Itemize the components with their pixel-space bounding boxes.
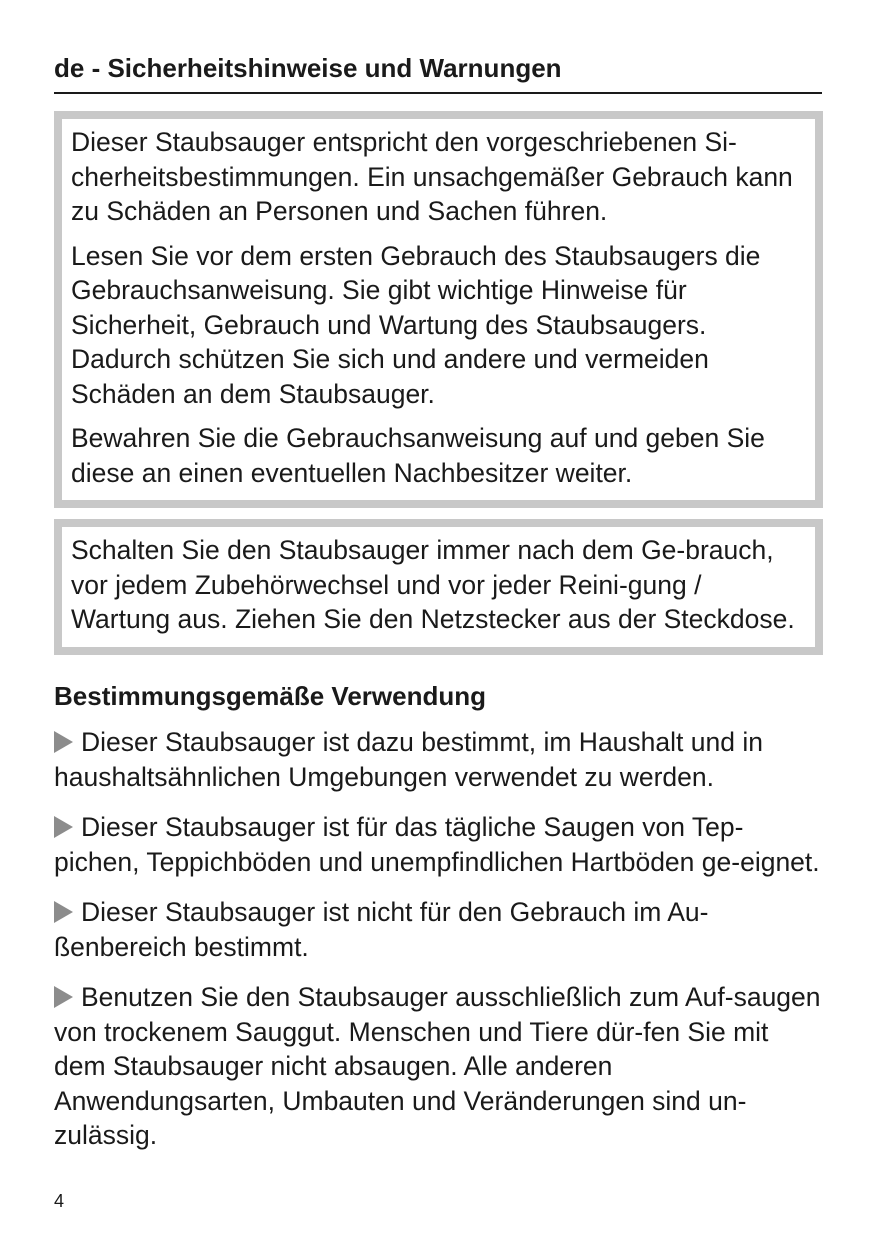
list-item-text: Dieser Staubsauger ist dazu bestimmt, im Haushalt und in haushaltsähnlichen Umgebungen verwendet zu werden. (54, 727, 763, 792)
usage-list (54, 725, 824, 1169)
warning-boxes (54, 111, 823, 655)
power-off-notice-box (54, 519, 823, 655)
list-item-text: Dieser Staubsauger ist für das tägliche Saugen von Tep-pichen, Teppichböden und unempfindlichen Hartböden ge-eignet. (54, 812, 820, 877)
page-number: 4 (54, 1191, 65, 1211)
triangle-bullet-icon (54, 901, 73, 923)
notice-paragraph: Dieser Staubsauger entspricht den vorgeschriebenen Si-cherheitsbestimmungen. Ein unsachgemäßer Gebrauch kann zu Schäden an Personen und Sachen führen. (71, 127, 793, 226)
triangle-bullet-icon (54, 731, 73, 753)
section-heading: Bestimmungsgemäße Verwendung (54, 681, 486, 711)
notice-paragraph: Lesen Sie vor dem ersten Gebrauch des Staubsaugers die Gebrauchsanweisung. Sie gibt wichtige Hinweise für Sicherheit, Gebrauch und Wartung des Staubsaugers. Dadurch schützen Sie sich und andere und vermeiden Schäden an dem Staubsauger. (71, 240, 761, 409)
notice-paragraph: Bewahren Sie die Gebrauchsanweisung auf und geben Sie diese an einen eventuellen Nachbesitzer weiter. (71, 423, 765, 488)
list-item (54, 725, 824, 794)
list-item-text: Dieser Staubsauger ist nicht für den Gebrauch im Au-ßenbereich bestimmt. (54, 897, 709, 962)
safety-notice-box (54, 111, 823, 508)
page-title: de - Sicherheitshinweise und Warnungen (54, 52, 822, 94)
triangle-bullet-icon (54, 986, 73, 1008)
list-item-text: Benutzen Sie den Staubsauger ausschließlich zum Auf-saugen von trockenem Sauggut. Menschen und Tiere dür-fen Sie mit dem Staubsauger nicht absaugen. Alle anderen Anwendungsarten, Umbauten und Veränderungen sind un-zulässig. (54, 982, 821, 1150)
list-item (54, 895, 824, 964)
list-item (54, 980, 824, 1153)
triangle-bullet-icon (54, 816, 73, 838)
list-item (54, 810, 824, 879)
notice-paragraph: Schalten Sie den Staubsauger immer nach dem Ge-brauch, vor jedem Zubehörwechsel und vor jeder Reini-gung / Wartung aus. Ziehen Sie den Netzstecker aus der Steckdose. (71, 535, 795, 634)
